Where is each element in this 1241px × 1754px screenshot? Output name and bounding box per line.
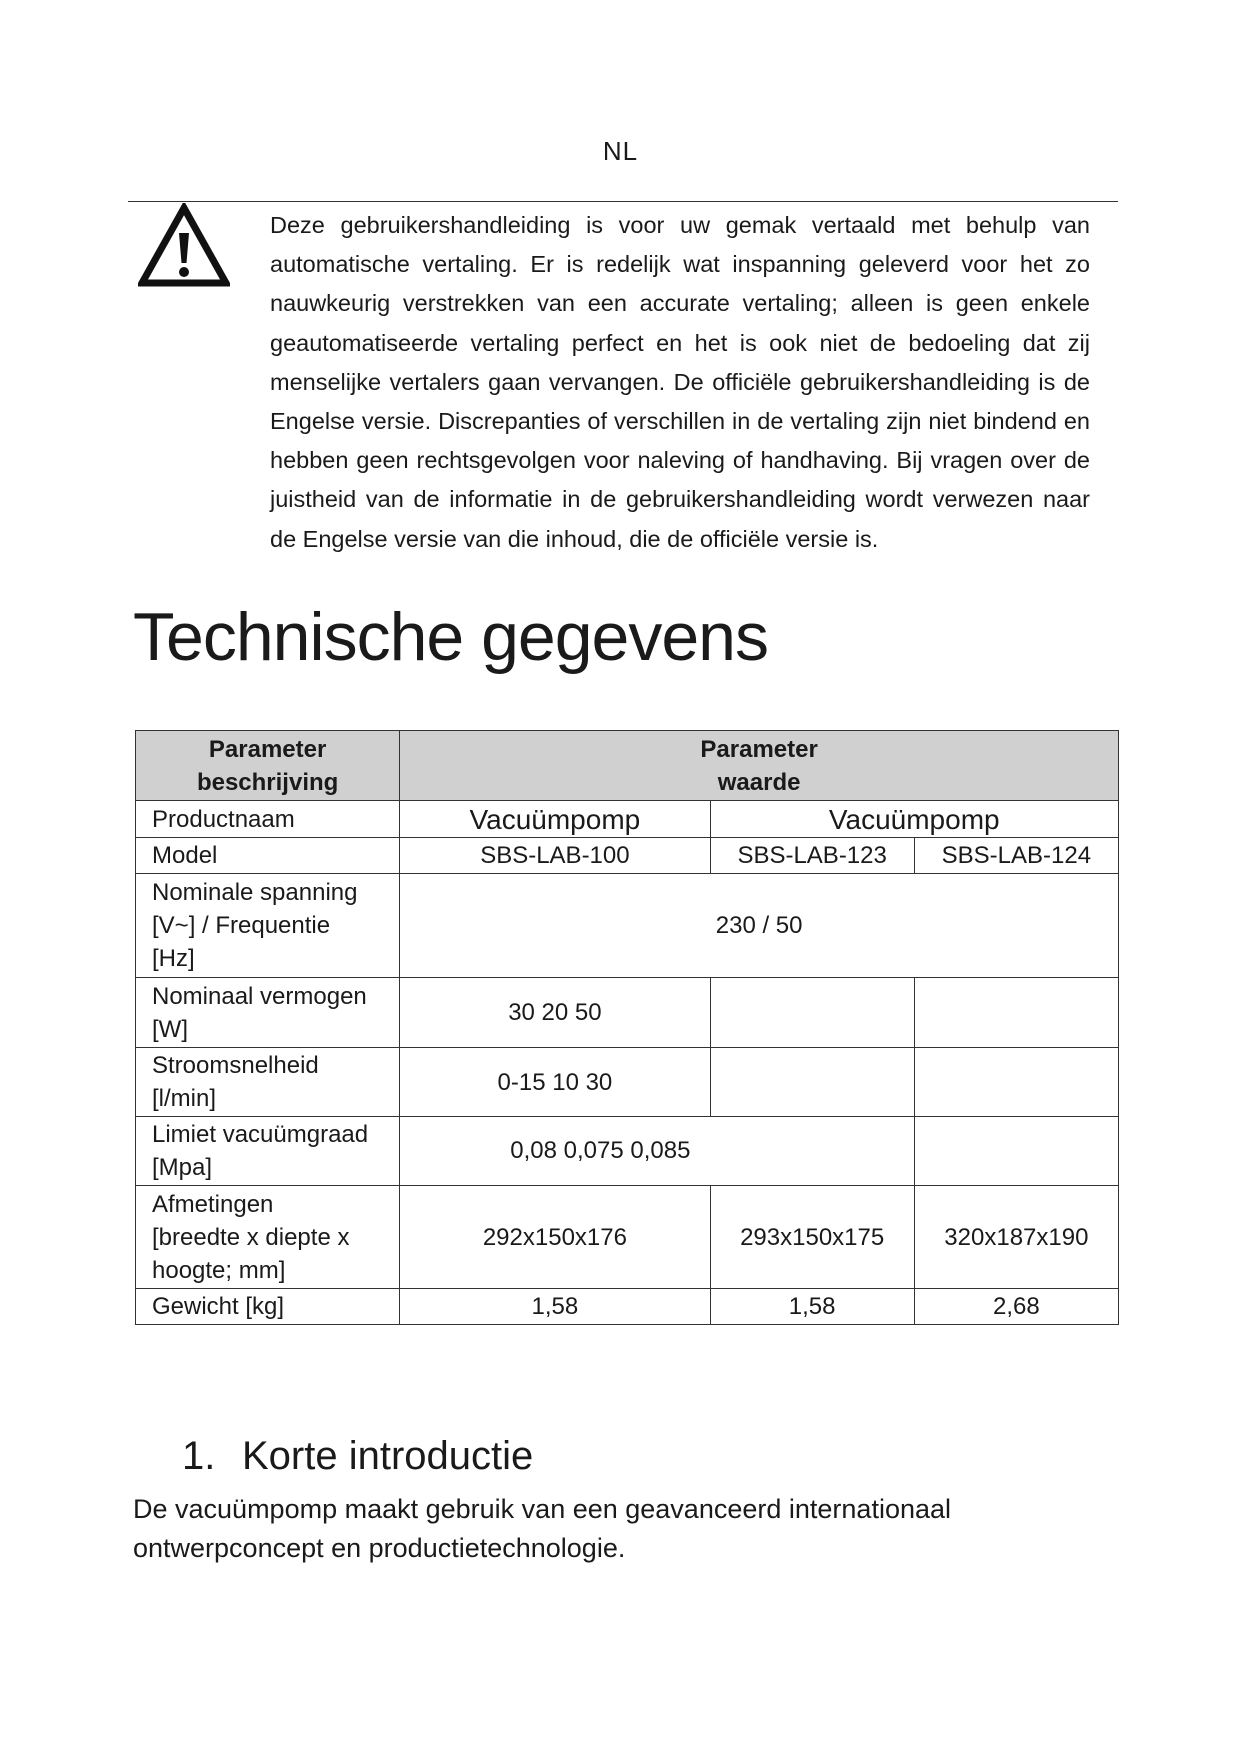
section-title: Korte introductie xyxy=(242,1434,534,1478)
cell-value: 320x187x190 xyxy=(914,1186,1118,1289)
header-param-value: Parameter waarde xyxy=(400,731,1119,801)
cell-value xyxy=(914,1117,1118,1186)
row-label: Productnaam xyxy=(136,801,400,838)
cell-value: Vacuümpomp xyxy=(710,801,1118,838)
cell-value: Vacuümpomp xyxy=(400,801,710,838)
row-label: Stroomsnelheid [l/min] xyxy=(136,1048,400,1117)
cell-value: 230 / 50 xyxy=(400,874,1119,978)
cell-value: 2,68 xyxy=(914,1289,1118,1325)
row-label: Nominaal vermogen [W] xyxy=(136,978,400,1048)
table-row xyxy=(136,978,1119,1048)
table-header-row xyxy=(136,731,1119,801)
language-label: NL xyxy=(602,136,639,166)
cell-value: 1,58 xyxy=(710,1289,914,1325)
row-label: Model xyxy=(136,838,400,874)
table-row xyxy=(136,1048,1119,1117)
translation-notice: Deze gebruikershandleiding is voor uw gemak vertaald met behulp van automatische vertaling. Er is redelijk wat inspanning geleverd voor het zo nauwkeurig verstrekken van een accurate vertaling; alleen is geen enkele geautomatiseerde vertaling perfect en het is ook niet de bedoeling dat zij menselijke vertalers gaan vervangen. De officiële gebruikershandleiding is de Engelse versie. Discrepanties of verschillen in de vertaling zijn niet bindend en hebben geen rechtsgevolgen voor naleving of handhaving. Bij vragen over de juistheid van de informatie in de gebruikershandleiding wordt verwezen naar de Engelse versie van die inhoud, die de officiële versie is. xyxy=(270,212,1090,552)
table-row xyxy=(136,1186,1119,1289)
cell-value: SBS-LAB-124 xyxy=(914,838,1118,874)
cell-value: SBS-LAB-123 xyxy=(710,838,914,874)
row-label: Limiet vacuümgraad [Mpa] xyxy=(136,1117,400,1186)
row-label: Nominale spanning [V~] / Frequentie [Hz] xyxy=(136,874,400,978)
spec-table xyxy=(135,730,1119,1325)
cell-value: SBS-LAB-100 xyxy=(400,838,710,874)
cell-value: 1,58 xyxy=(400,1289,710,1325)
cell-value: 292x150x176 xyxy=(400,1186,710,1289)
table-row xyxy=(136,874,1119,978)
table-row xyxy=(136,1117,1119,1186)
table-row xyxy=(136,838,1119,874)
header-rule xyxy=(128,201,1118,202)
cell-value xyxy=(710,978,914,1048)
cell-value xyxy=(710,1048,914,1117)
page-title: Technische gegevens xyxy=(133,599,769,675)
row-label: Gewicht [kg] xyxy=(136,1289,400,1325)
table-row xyxy=(136,801,1119,838)
section-body: De vacuümpomp maakt gebruik van een geavanceerd internationaal ontwerpconcept en productietechnologie. xyxy=(133,1494,952,1563)
cell-value: 0,08 0,075 0,085 xyxy=(400,1117,915,1186)
table-row xyxy=(136,1289,1119,1325)
warning-triangle-icon xyxy=(138,203,230,287)
section-heading xyxy=(182,1434,533,1479)
row-label: Afmetingen [breedte x diepte x hoogte; mm] xyxy=(136,1186,400,1289)
section-number: 1. xyxy=(182,1434,216,1478)
header-param-description: Parameter beschrijving xyxy=(136,731,400,801)
cell-value: 30 20 50 xyxy=(400,978,710,1048)
cell-value: 0-15 10 30 xyxy=(400,1048,710,1117)
cell-value xyxy=(914,1048,1118,1117)
cell-value: 293x150x175 xyxy=(710,1186,914,1289)
cell-value xyxy=(914,978,1118,1048)
